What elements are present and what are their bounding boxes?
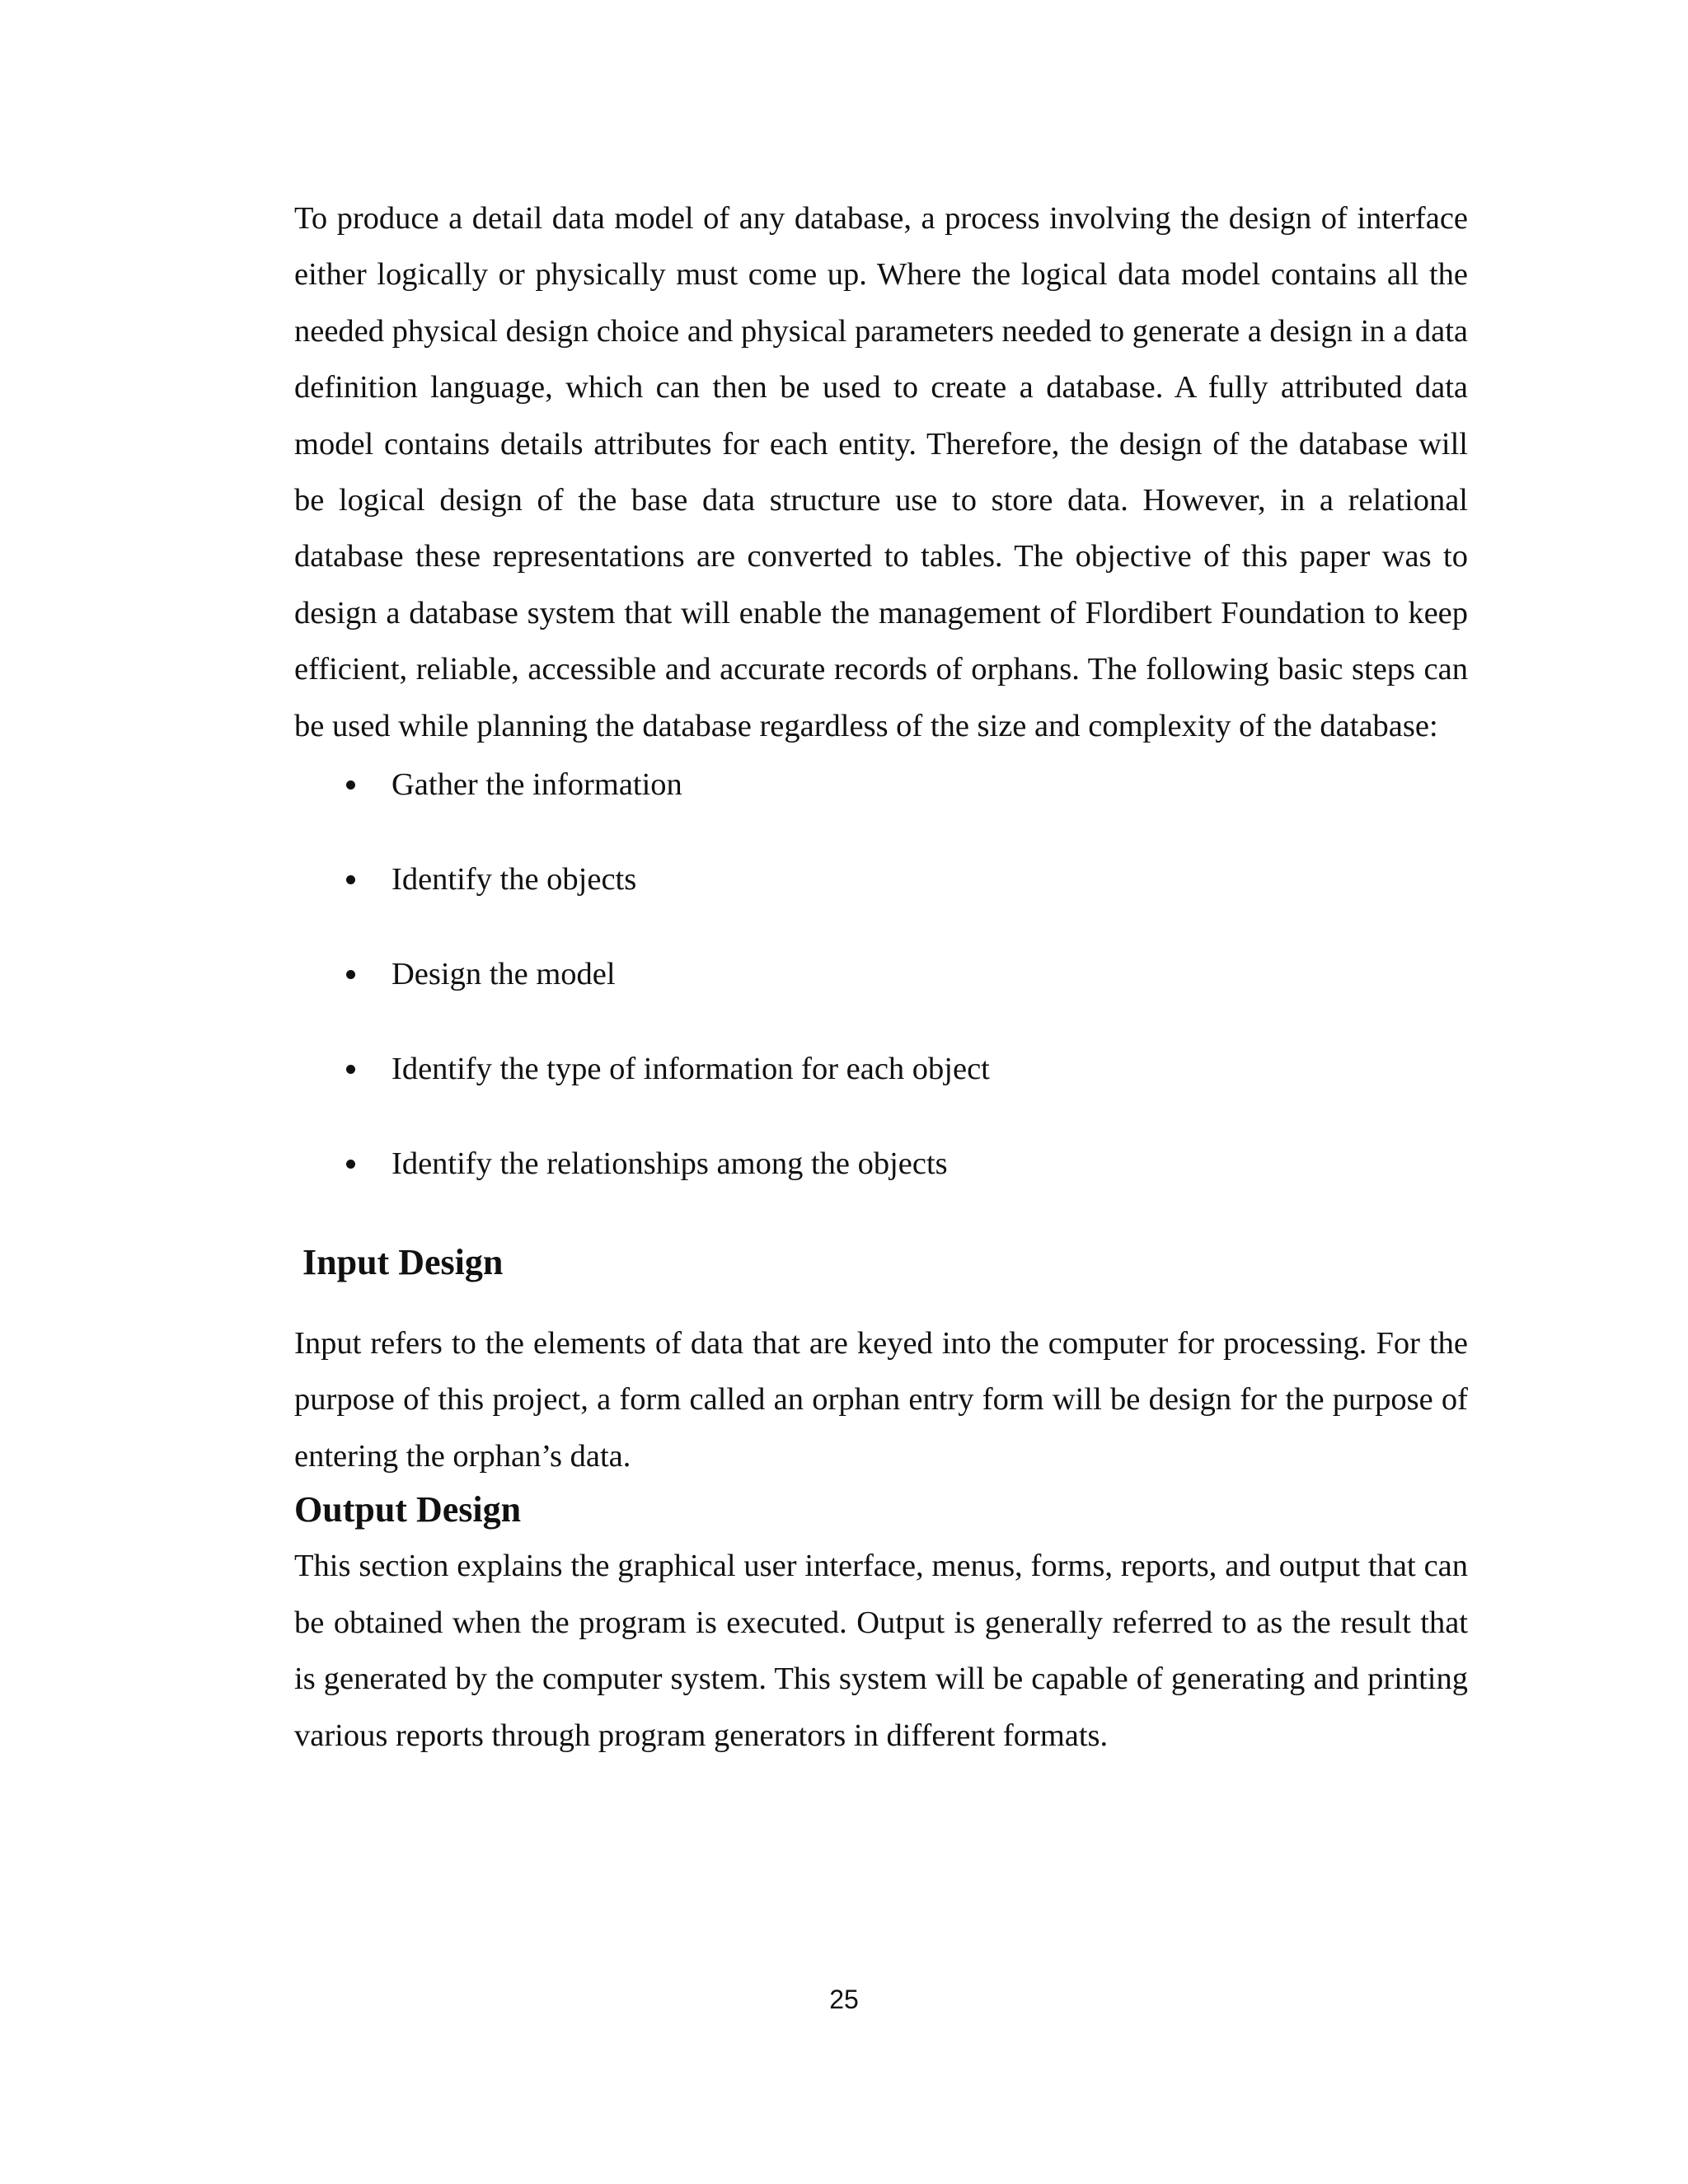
list-item	[294, 958, 1468, 990]
list-item-text: Identify the type of information for each object	[392, 1052, 990, 1087]
page-number: 25	[829, 1985, 859, 2014]
bullet-icon	[346, 875, 355, 884]
list-item	[294, 1146, 1468, 1182]
page-content	[294, 190, 1468, 1764]
bullet-icon	[346, 970, 355, 979]
bullet-icon	[346, 780, 355, 790]
steps-list	[294, 767, 1468, 1182]
list-item-text: Design the model	[392, 957, 616, 992]
list-item-text: Identify the objects	[392, 862, 637, 898]
list-item	[294, 767, 1468, 803]
list-item-text: Gather the information	[392, 767, 682, 803]
list-item	[294, 862, 1468, 898]
output-design-heading: Output Design	[294, 1489, 522, 1530]
bullet-icon	[346, 1065, 355, 1074]
intro-paragraph: To produce a detail data model of any database, a process involving the design of interface either logically or physically must come up. Where the logical data model contains all the needed physical design choice and physical parameters needed to generate a design in a data definition language, which can then be used to create a database. A fully attributed data model contains details attributes for each entity. Therefore, the design of the database will be logical design of the base data structure use to store data. However, in a relational database these representations are converted to tables. The objective of this paper was to design a database system that will enable the management of Flordibert Foundation to keep efficient, reliable, accessible and accurate records of orphans. The following basic steps can be used while planning the database regardless of the size and complexity of the database:	[294, 201, 1468, 743]
list-item	[294, 1053, 1468, 1085]
input-design-paragraph: Input refers to the elements of data that are keyed into the computer for processing. For the purpose of this project, a form called an orphan entry form will be design for the purpose of entering the orphan’s data.	[294, 1326, 1468, 1474]
bullet-icon	[346, 1160, 355, 1169]
list-item-text: Identify the relationships among the objects	[392, 1146, 948, 1182]
input-design-heading: Input Design	[302, 1242, 504, 1283]
output-design-paragraph: This section explains the graphical user interface, menus, forms, reports, and output that can be obtained when the program is executed. Output is generally referred to as the result that is generated by the computer system. This system will be capable of generating and printing various reports through program generators in different formats.	[294, 1549, 1468, 1753]
